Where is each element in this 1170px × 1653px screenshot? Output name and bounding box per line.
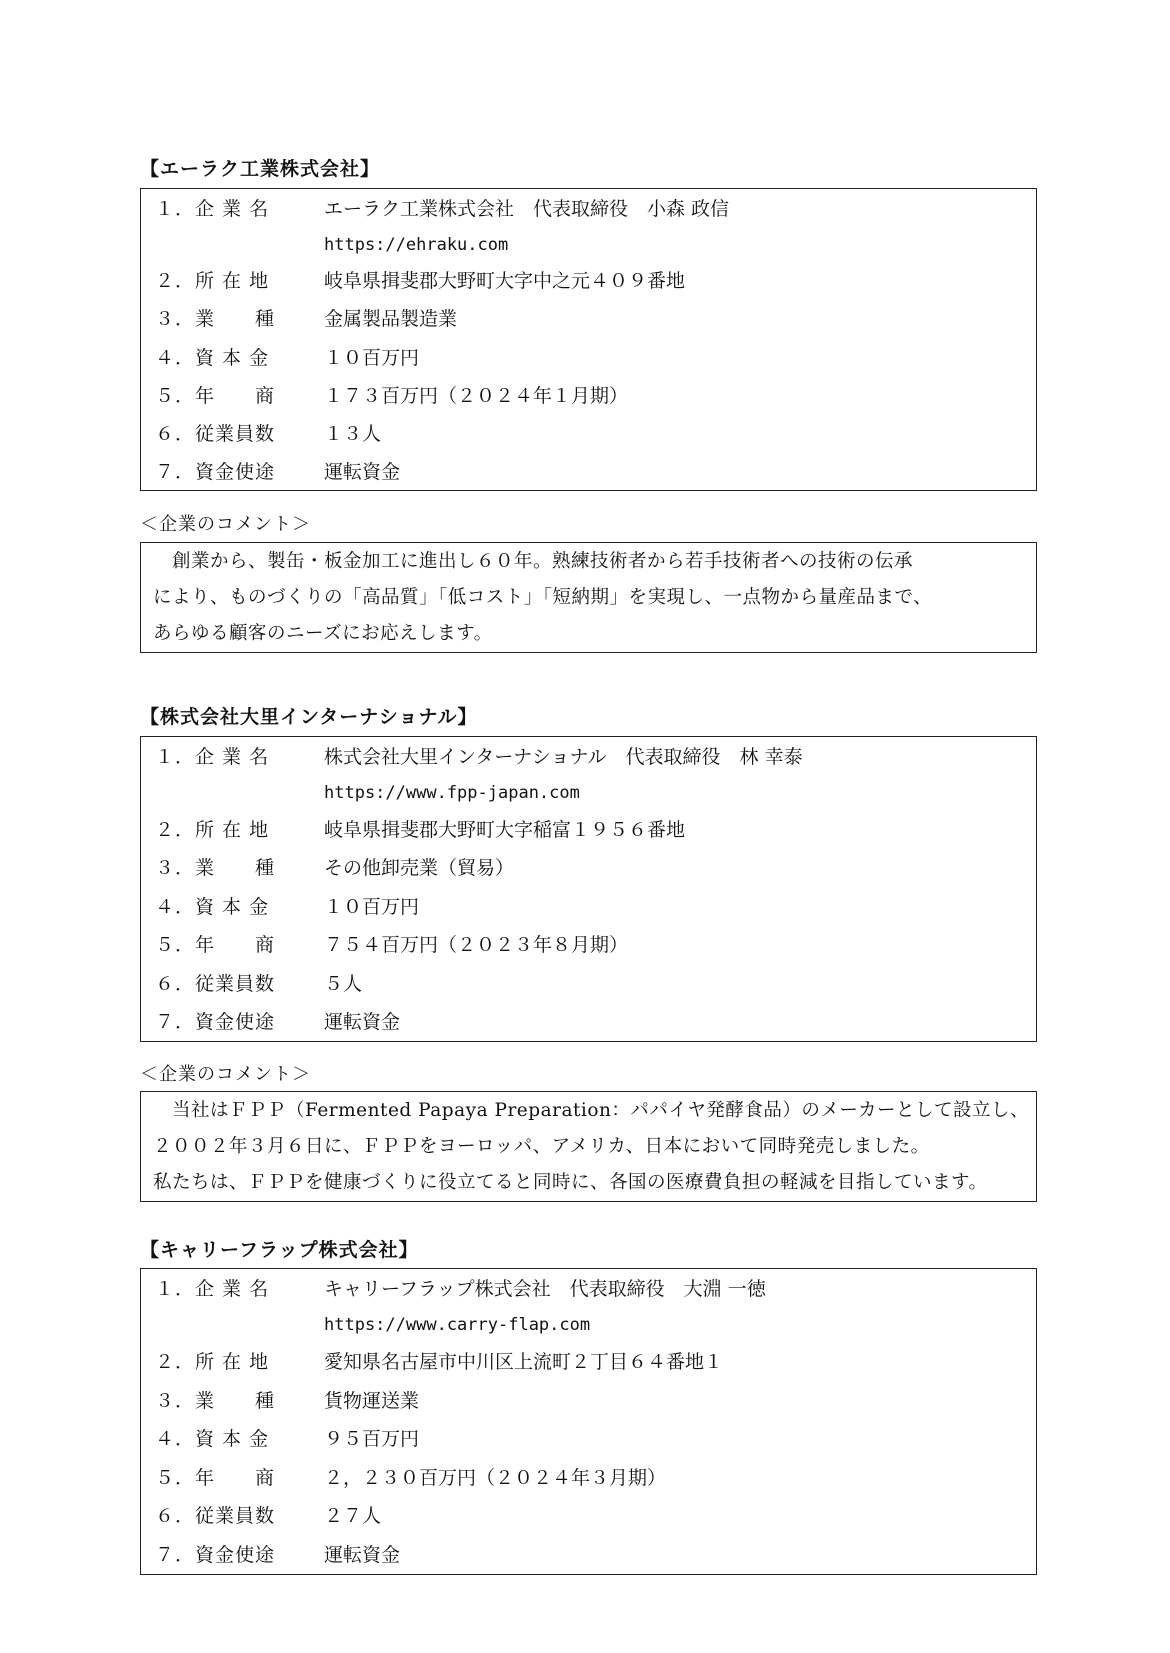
- row-value: ９５百万円: [324, 1428, 420, 1450]
- row-label: １．企 業 名: [155, 198, 270, 220]
- comment-box: [140, 542, 1037, 653]
- row-value: 運転資金: [324, 461, 401, 483]
- row-label: ６．従業員数: [155, 423, 276, 445]
- row-value: ２７人: [324, 1505, 382, 1527]
- row-value: 愛知県名古屋市中川区上流町２丁目６４番地１: [324, 1351, 724, 1373]
- row-value: １３人: [324, 423, 382, 445]
- row-label: ５．年 商: [155, 934, 276, 956]
- row-value: １０百万円: [324, 347, 420, 369]
- row-value: ２，２３０百万円（２０２４年３月期）: [324, 1467, 667, 1489]
- row-label: ２．所 在 地: [155, 270, 270, 292]
- row-label: ６．従業員数: [155, 973, 276, 995]
- comment-line: により、ものづくりの「高品質」「低コスト」「短納期」を実現し、一点物から量産品まで、: [153, 587, 933, 608]
- row-value: １０百万円: [324, 896, 420, 918]
- comment-heading: ＜企業のコメント＞: [140, 1064, 311, 1085]
- row-label: ２．所 在 地: [155, 1351, 270, 1373]
- company-title: 【エーラク工業株式会社】: [140, 158, 381, 180]
- row-label: ６．従業員数: [155, 1505, 276, 1527]
- row-label: ７．資金使途: [155, 1011, 276, 1033]
- row-value: 運転資金: [324, 1544, 401, 1566]
- company-info-box: [140, 188, 1037, 491]
- comment-line: 当社はＦＰＰ（Fermented Papaya Preparation：パパイヤ発酵食品）のメーカーとして設立し、: [153, 1100, 1030, 1121]
- row-value: その他卸売業（貿易）: [324, 857, 515, 879]
- row-label: ７．資金使途: [155, 1544, 276, 1566]
- row-label: ４．資 本 金: [155, 896, 270, 918]
- comment-box: [140, 1091, 1037, 1202]
- comment-line: あらゆる顧客のニーズにお応えします。: [153, 623, 493, 644]
- row-value: 貨物運送業: [324, 1390, 420, 1412]
- company-url-link[interactable]: https://ehraku.com: [324, 235, 509, 255]
- row-value: 運転資金: [324, 1011, 401, 1033]
- row-value: ７５４百万円（２０２３年８月期）: [324, 934, 629, 956]
- row-value: 岐阜県揖斐郡大野町大字中之元４０９番地: [324, 270, 686, 292]
- row-label: ７．資金使途: [155, 461, 276, 483]
- row-label: ３．業 種: [155, 308, 276, 330]
- company-url-link[interactable]: https://www.carry-flap.com: [324, 1315, 591, 1335]
- company-info-box: [140, 736, 1037, 1042]
- company-title: 【株式会社大里インターナショナル】: [140, 706, 478, 728]
- company-info-box: [140, 1268, 1037, 1575]
- row-label: １．企 業 名: [155, 1278, 270, 1300]
- row-label: ５．年 商: [155, 385, 276, 407]
- comment-line: ２００２年３月６日に、ＦＰＰをヨーロッパ、アメリカ、日本において同時発売しました。: [153, 1136, 930, 1157]
- row-value: ５人: [324, 973, 363, 995]
- row-label: ５．年 商: [155, 1467, 276, 1489]
- row-label: ２．所 在 地: [155, 819, 270, 841]
- row-label: ３．業 種: [155, 1390, 276, 1412]
- comment-line: 創業から、製缶・板金加工に進出し６０年。熟練技術者から若手技術者への技術の伝承: [153, 551, 914, 572]
- row-value: キャリーフラップ株式会社 代表取締役 大淵 一徳: [324, 1278, 766, 1300]
- row-label: ３．業 種: [155, 857, 276, 879]
- comment-heading: ＜企業のコメント＞: [140, 514, 311, 535]
- row-label: ４．資 本 金: [155, 1428, 270, 1450]
- row-label: １．企 業 名: [155, 746, 270, 768]
- row-value: エーラク工業株式会社 代表取締役 小森 政信: [324, 198, 730, 220]
- company-title: 【キャリーフラップ株式会社】: [140, 1239, 419, 1261]
- row-value: 岐阜県揖斐郡大野町大字稲富１９５６番地: [324, 819, 686, 841]
- row-label: ４．資 本 金: [155, 347, 270, 369]
- row-value: 株式会社大里インターナショナル 代表取締役 林 幸泰: [324, 746, 803, 768]
- row-value: １７３百万円（２０２４年１月期）: [324, 385, 629, 407]
- row-value: 金属製品製造業: [324, 308, 458, 330]
- company-url-link[interactable]: https://www.fpp-japan.com: [324, 783, 580, 803]
- comment-line: 私たちは、ＦＰＰを健康づくりに役立てると同時に、各国の医療費負担の軽減を目指しています。: [153, 1172, 988, 1193]
